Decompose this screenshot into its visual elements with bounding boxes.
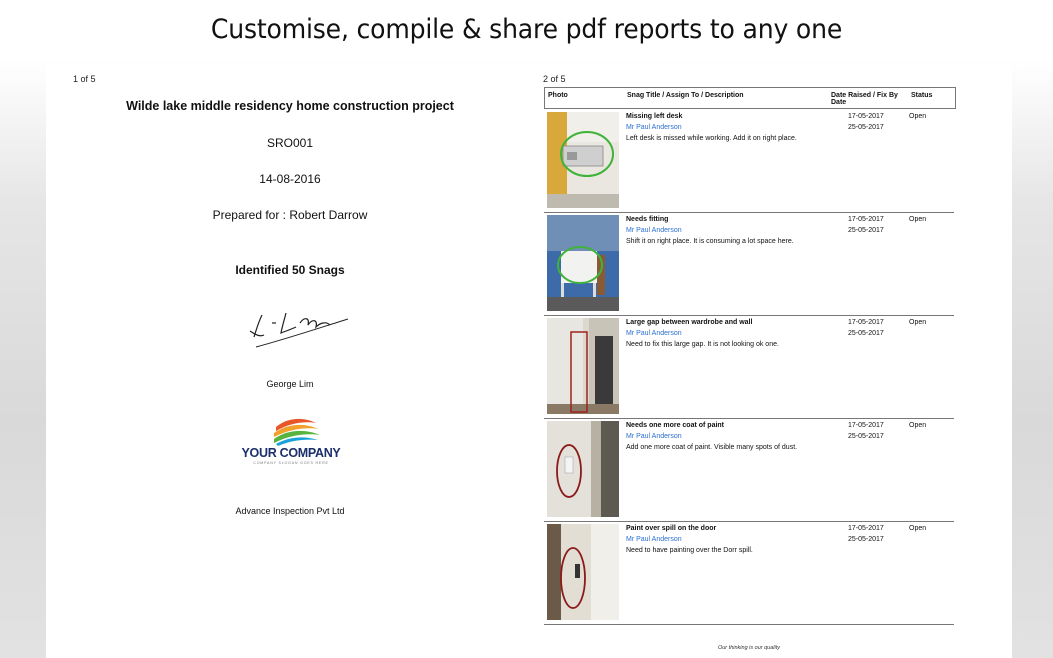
snag-assignee: Mr Paul Anderson	[626, 124, 682, 131]
snag-title: Needs fitting	[626, 216, 669, 223]
snag-photo	[547, 524, 619, 620]
fix-by-date: 25-05-2017	[848, 124, 884, 131]
snag-photo	[547, 215, 619, 311]
snag-photo	[547, 112, 619, 208]
table-row	[544, 521, 954, 625]
signer-name: George Lim	[266, 379, 314, 389]
snag-assignee: Mr Paul Anderson	[626, 227, 682, 234]
column-status: Status	[911, 92, 933, 99]
column-snag: Snag Title / Assign To / Description	[627, 92, 744, 99]
signature-image	[246, 303, 356, 353]
company-name: Advance Inspection Pvt Ltd	[235, 506, 345, 516]
snag-description: Shift it on right place. It is consuming a lot space here.	[626, 238, 794, 245]
logo-slogan: COMPANY SLOGAN GOES HERE	[253, 461, 329, 465]
snag-description: Add one more coat of paint. Visible many spots of dust.	[626, 444, 798, 451]
date-raised: 17-05-2017	[848, 525, 884, 532]
snag-status: Open	[909, 525, 927, 532]
snag-title: Paint over spill on the door	[626, 525, 717, 532]
report-cover-page	[46, 65, 534, 658]
project-title: Wilde lake middle residency home construction project	[126, 99, 454, 113]
snag-assignee: Mr Paul Anderson	[626, 330, 682, 337]
snag-status: Open	[909, 422, 927, 429]
snag-assignee: Mr Paul Anderson	[626, 433, 682, 440]
fix-by-date: 25-05-2017	[848, 227, 884, 234]
fix-by-date: 25-05-2017	[848, 433, 884, 440]
snag-title: Missing left desk	[626, 113, 683, 120]
logo-company-name: YOUR COMPANY	[241, 446, 341, 460]
fix-by-date: 25-05-2017	[848, 330, 884, 337]
snag-assignee: Mr Paul Anderson	[626, 536, 682, 543]
snag-title: Needs one more coat of paint	[626, 422, 725, 429]
column-dates: Date Raised / Fix By Date	[831, 92, 898, 106]
date-raised: 17-05-2017	[848, 319, 884, 326]
column-photo: Photo	[548, 92, 568, 99]
company-logo	[236, 413, 346, 473]
snag-description: Need to have painting over the Dorr spill.	[626, 547, 753, 554]
snag-photo	[547, 421, 619, 517]
table-row	[544, 418, 954, 522]
table-header	[544, 87, 956, 109]
date-raised: 17-05-2017	[848, 216, 884, 223]
prepared-for: Prepared for : Robert Darrow	[212, 208, 368, 222]
page-number: 2 of 5	[543, 74, 566, 84]
table-row	[544, 109, 954, 213]
snag-title: Large gap between wardrobe and wall	[626, 319, 753, 326]
snag-count: Identified 50 Snags	[235, 263, 345, 277]
date-raised: 17-05-2017	[848, 113, 884, 120]
table-row	[544, 315, 954, 419]
report-date: 14-08-2016	[259, 172, 321, 186]
snag-status: Open	[909, 216, 927, 223]
logo-swoosh-icon	[236, 413, 346, 447]
headline: Customise, compile & share pdf reports to any one	[210, 14, 843, 45]
date-raised: 17-05-2017	[848, 422, 884, 429]
page-number: 1 of 5	[73, 74, 96, 84]
table-row	[544, 212, 954, 316]
page-footer: Our thinking is our quality	[717, 645, 781, 651]
snag-description: Left desk is missed while working. Add it on right place.	[626, 135, 797, 142]
snag-description: Need to fix this large gap. It is not looking ok one.	[626, 341, 779, 348]
snag-photo	[547, 318, 619, 414]
fix-by-date: 25-05-2017	[848, 536, 884, 543]
project-code: SRO001	[266, 136, 314, 150]
snag-status: Open	[909, 113, 927, 120]
snag-status: Open	[909, 319, 927, 326]
snag-list-page	[534, 65, 1012, 658]
